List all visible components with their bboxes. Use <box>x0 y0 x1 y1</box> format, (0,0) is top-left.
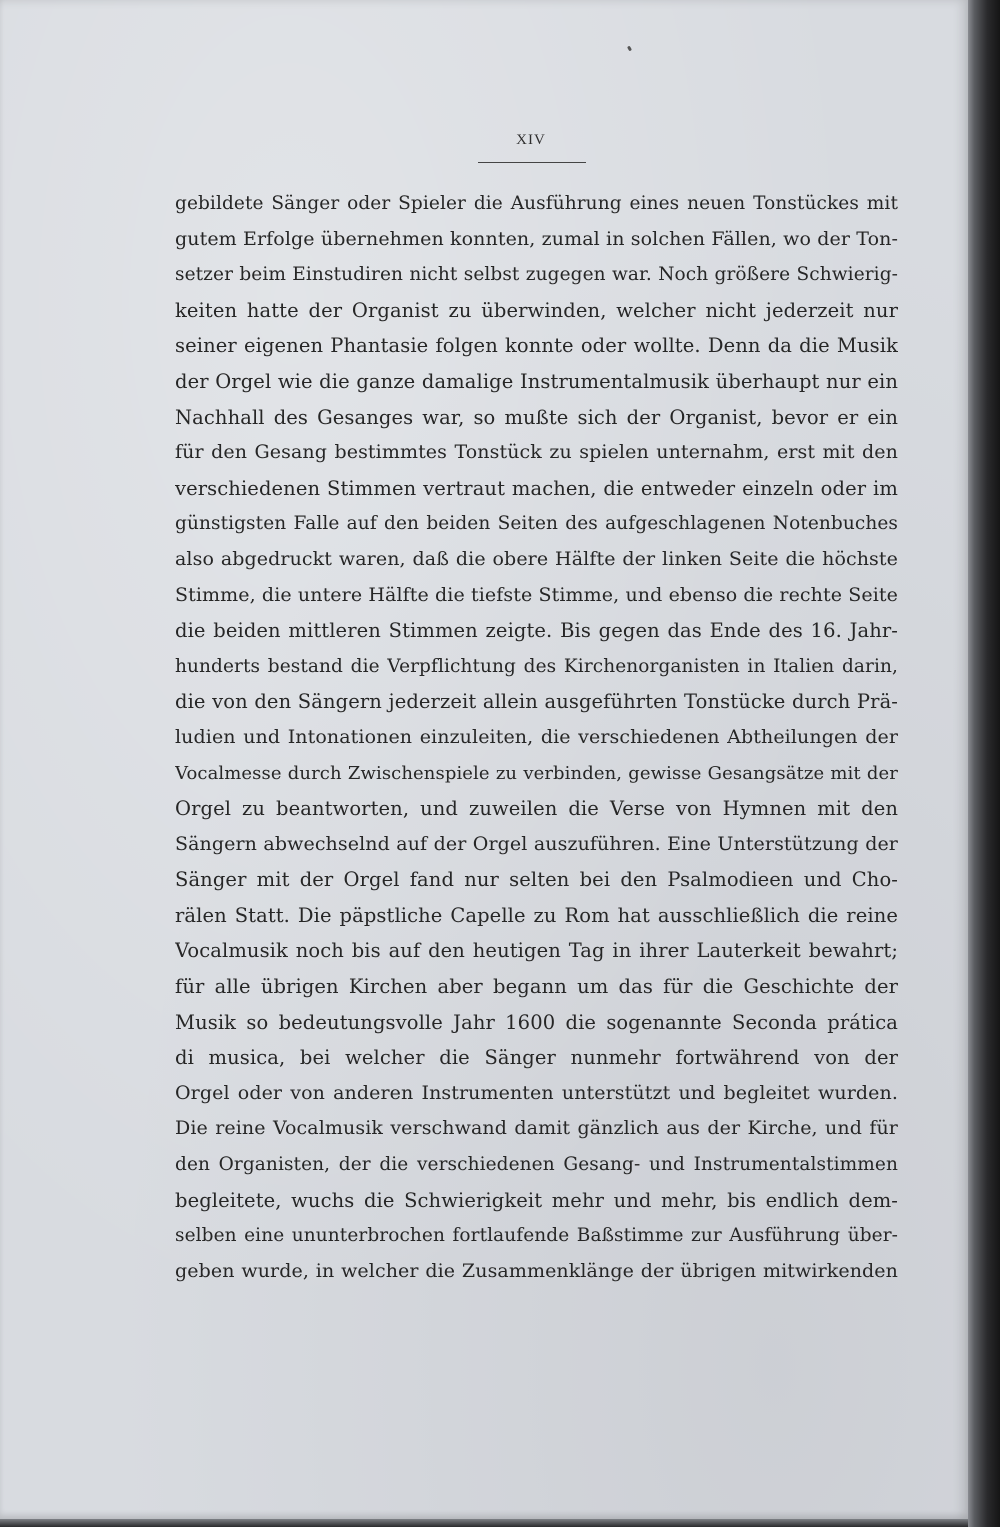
ink-speck <box>627 46 632 52</box>
text-line: selben eine ununterbrochen fortlaufende Baßstimme zur Ausführung über- <box>175 1225 898 1247</box>
text-line: verschiedenen Stimmen vertraut machen, die entweder einzeln oder im <box>175 476 898 500</box>
text-line: hunderts bestand die Verpflichtung des Kirchenorganisten in Italien darin, <box>175 655 898 677</box>
text-line: Nachhall des Gesanges war, so mußte sich der Organist, bevor er ein <box>175 405 898 429</box>
text-line: Stimme, die untere Hälfte die tiefste Stimme, und ebenso die rechte Seite <box>175 583 898 606</box>
text-line: seiner eigenen Phantasie folgen konnte oder wollte. Denn da die Musik <box>175 334 898 358</box>
text-line: günstigsten Falle auf den beiden Seiten des aufgeschlagenen Notenbuches <box>175 513 898 535</box>
header-rule <box>478 162 586 163</box>
text-line: die von den Sängern jederzeit allein ausgeführten Tonstücke durch Prä- <box>175 690 898 714</box>
text-line: Vocalmusik noch bis auf den heutigen Tag in ihrer Lauterkeit bewahrt; <box>175 939 898 963</box>
page-edge-shadow <box>968 0 1000 1527</box>
text-line: Orgel oder von anderen Instrumenten unterstützt und begleitet wurden. <box>175 1081 898 1104</box>
text-line: setzer beim Einstudiren nicht selbst zugegen war. Noch größere Schwierig- <box>175 264 898 286</box>
text-line: Vocalmesse durch Zwischenspiele zu verbinden, gewisse Gesangsätze mit der <box>175 762 898 784</box>
text-line: Musik so bedeutungsvolle Jahr 1600 die sogenannte Seconda prática <box>175 1010 898 1034</box>
page-bottom-edge <box>0 1519 968 1527</box>
text-line: geben wurde, in welcher die Zusammenklänge der übrigen mitwirkenden <box>175 1259 898 1282</box>
text-line: also abgedruckt waren, daß die obere Hälfte der linken Seite die höchste <box>175 547 898 570</box>
text-line: für den Gesang bestimmtes Tonstück zu spielen unternahm, erst mit den <box>175 441 898 464</box>
text-line: Orgel zu beantworten, und zuweilen die Verse von Hymnen mit den <box>175 797 898 821</box>
text-line: di musica, bei welcher die Sänger nunmehr fortwährend von der <box>175 1046 898 1070</box>
text-line: der Orgel wie die ganze damalige Instrumentalmusik überhaupt nur ein <box>175 369 898 393</box>
text-line: für alle übrigen Kirchen aber begann um das für die Geschichte der <box>175 975 898 999</box>
text-line: Sängern abwechselnd auf der Orgel auszuführen. Eine Unterstützung der <box>175 832 898 855</box>
text-line: Die reine Vocalmusik verschwand damit gänzlich aus der Kirche, und für <box>175 1117 898 1140</box>
text-line: begleitete, wuchs die Schwierigkeit mehr und mehr, bis endlich dem- <box>175 1188 898 1212</box>
text-line: Sänger mit der Orgel fand nur selten bei den Psalmodieen und Cho- <box>175 868 898 892</box>
body-text <box>175 186 898 1289</box>
page-number: XIV <box>516 132 546 148</box>
text-line: ludien und Intonationen einzuleiten, die verschiedenen Abtheilungen der <box>175 725 898 748</box>
text-line: gebildete Sänger oder Spieler die Ausführung eines neuen Tonstückes mit <box>175 193 898 214</box>
text-line: keiten hatte der Organist zu überwinden, welcher nicht jederzeit nur <box>175 298 898 322</box>
text-line: den Organisten, der die verschiedenen Gesang- und Instrumentalstimmen <box>175 1154 898 1176</box>
text-line: gutem Erfolge übernehmen konnten, zumal in solchen Fällen, wo der Ton- <box>175 227 898 250</box>
text-line: die beiden mittleren Stimmen zeigte. Bis gegen das Ende des 16. Jahr- <box>175 619 898 643</box>
text-line: rälen Statt. Die päpstliche Capelle zu Rom hat ausschließlich die reine <box>175 903 898 927</box>
